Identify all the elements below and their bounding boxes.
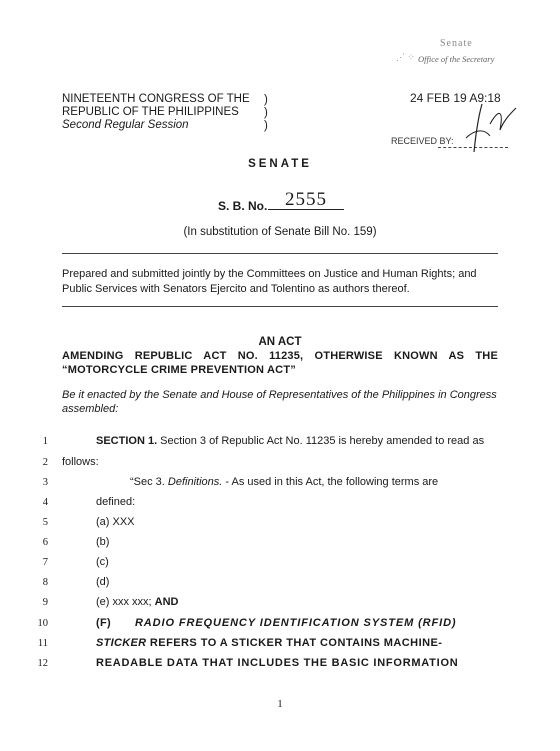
line-number: 8 <box>42 577 48 588</box>
page-number: 1 <box>277 698 283 710</box>
text-line-2: follows: <box>62 456 99 468</box>
text-line-9 <box>96 596 179 608</box>
definitions-label: Definitions. <box>167 476 223 488</box>
bill-number: 2555 <box>268 190 344 210</box>
line-number: 6 <box>42 537 48 548</box>
paren-2: ) <box>264 107 268 119</box>
paren-1: ) <box>264 94 268 106</box>
line-number: 10 <box>37 618 48 629</box>
senate-heading: SENATE <box>248 158 312 170</box>
text-line-8: (d) <box>96 576 110 588</box>
text-line-1-rest: Section 3 of Republic Act No. 11235 is hereby amended to read as <box>157 435 485 447</box>
line-number: 12 <box>37 658 48 669</box>
line-number: 11 <box>37 638 48 649</box>
line-number: 4 <box>42 497 48 508</box>
bill-number-label: S. B. No. <box>218 199 268 213</box>
congress-line-1: NINETEENTH CONGRESS OF THE <box>62 93 250 105</box>
text-line-6: (b) <box>96 536 110 548</box>
line-number: 5 <box>42 517 48 528</box>
rfid-term: RADIO FREQUENCY IDENTIFICATION SYSTEM (RFID) <box>134 617 457 629</box>
sticker-term: STICKER <box>96 637 147 649</box>
and-insert: AND <box>154 596 179 608</box>
stamp-mark: ⋰ ⁘ <box>396 52 415 62</box>
substitution-note: (In substitution of Senate Bill No. 159) <box>183 226 377 238</box>
text-line-3-rest: - As used in this Act, the following terms are <box>222 476 439 488</box>
sec-label: “Sec 3. <box>130 476 168 488</box>
stamp-date-time: 24 FEB 19 A9:18 <box>410 91 501 105</box>
line-number: 7 <box>42 557 48 568</box>
text-line-9-pre: (e) xxx xxx; <box>96 596 155 608</box>
text-line-5: (a) XXX <box>96 516 135 528</box>
text-line-4: defined: <box>96 496 136 508</box>
text-line-12: READABLE DATA THAT INCLUDES THE BASIC INFORMATION <box>96 657 459 669</box>
text-line-11-rest: REFERS TO A STICKER THAT CONTAINS MACHINE- <box>146 637 443 649</box>
line-number: 2 <box>42 457 48 468</box>
congress-line-2: REPUBLIC OF THE PHILIPPINES <box>62 106 239 118</box>
act-heading: AN ACT <box>258 336 302 348</box>
text-line-7: (c) <box>96 556 109 568</box>
act-title: AMENDING REPUBLIC ACT NO. 11235, OTHERWISE KNOWN AS THE “MOTORCYCLE CRIME PREVENTION ACT” <box>62 350 498 376</box>
text-line-10 <box>96 617 456 629</box>
line-number: 9 <box>42 597 48 608</box>
stamp-seal-text: Senate <box>440 38 473 49</box>
session-line: Second Regular Session <box>62 119 189 131</box>
signature-mark <box>460 100 520 155</box>
text-line-1 <box>96 435 484 447</box>
received-by-label: RECEIVED BY: <box>391 136 454 146</box>
paren-3: ) <box>264 120 268 132</box>
item-f-label: (F) <box>96 617 111 629</box>
divider-bottom <box>62 306 498 307</box>
stamp-office-text: Office of the Secretary <box>418 54 495 64</box>
text-line-11 <box>96 637 442 649</box>
text-line-3 <box>130 476 438 488</box>
divider-top <box>62 253 498 254</box>
line-number: 1 <box>42 436 48 447</box>
line-number: 3 <box>42 477 48 488</box>
section-label: SECTION 1. <box>96 435 158 447</box>
prepared-by-note: Prepared and submitted jointly by the Committees on Justice and Human Rights; and Public Services with Senators Ejercito and Tolentino as authors thereof. <box>62 268 477 295</box>
enacting-clause: Be it enacted by the Senate and House of Representatives of the Philippines in Congress assembled: <box>62 389 497 415</box>
